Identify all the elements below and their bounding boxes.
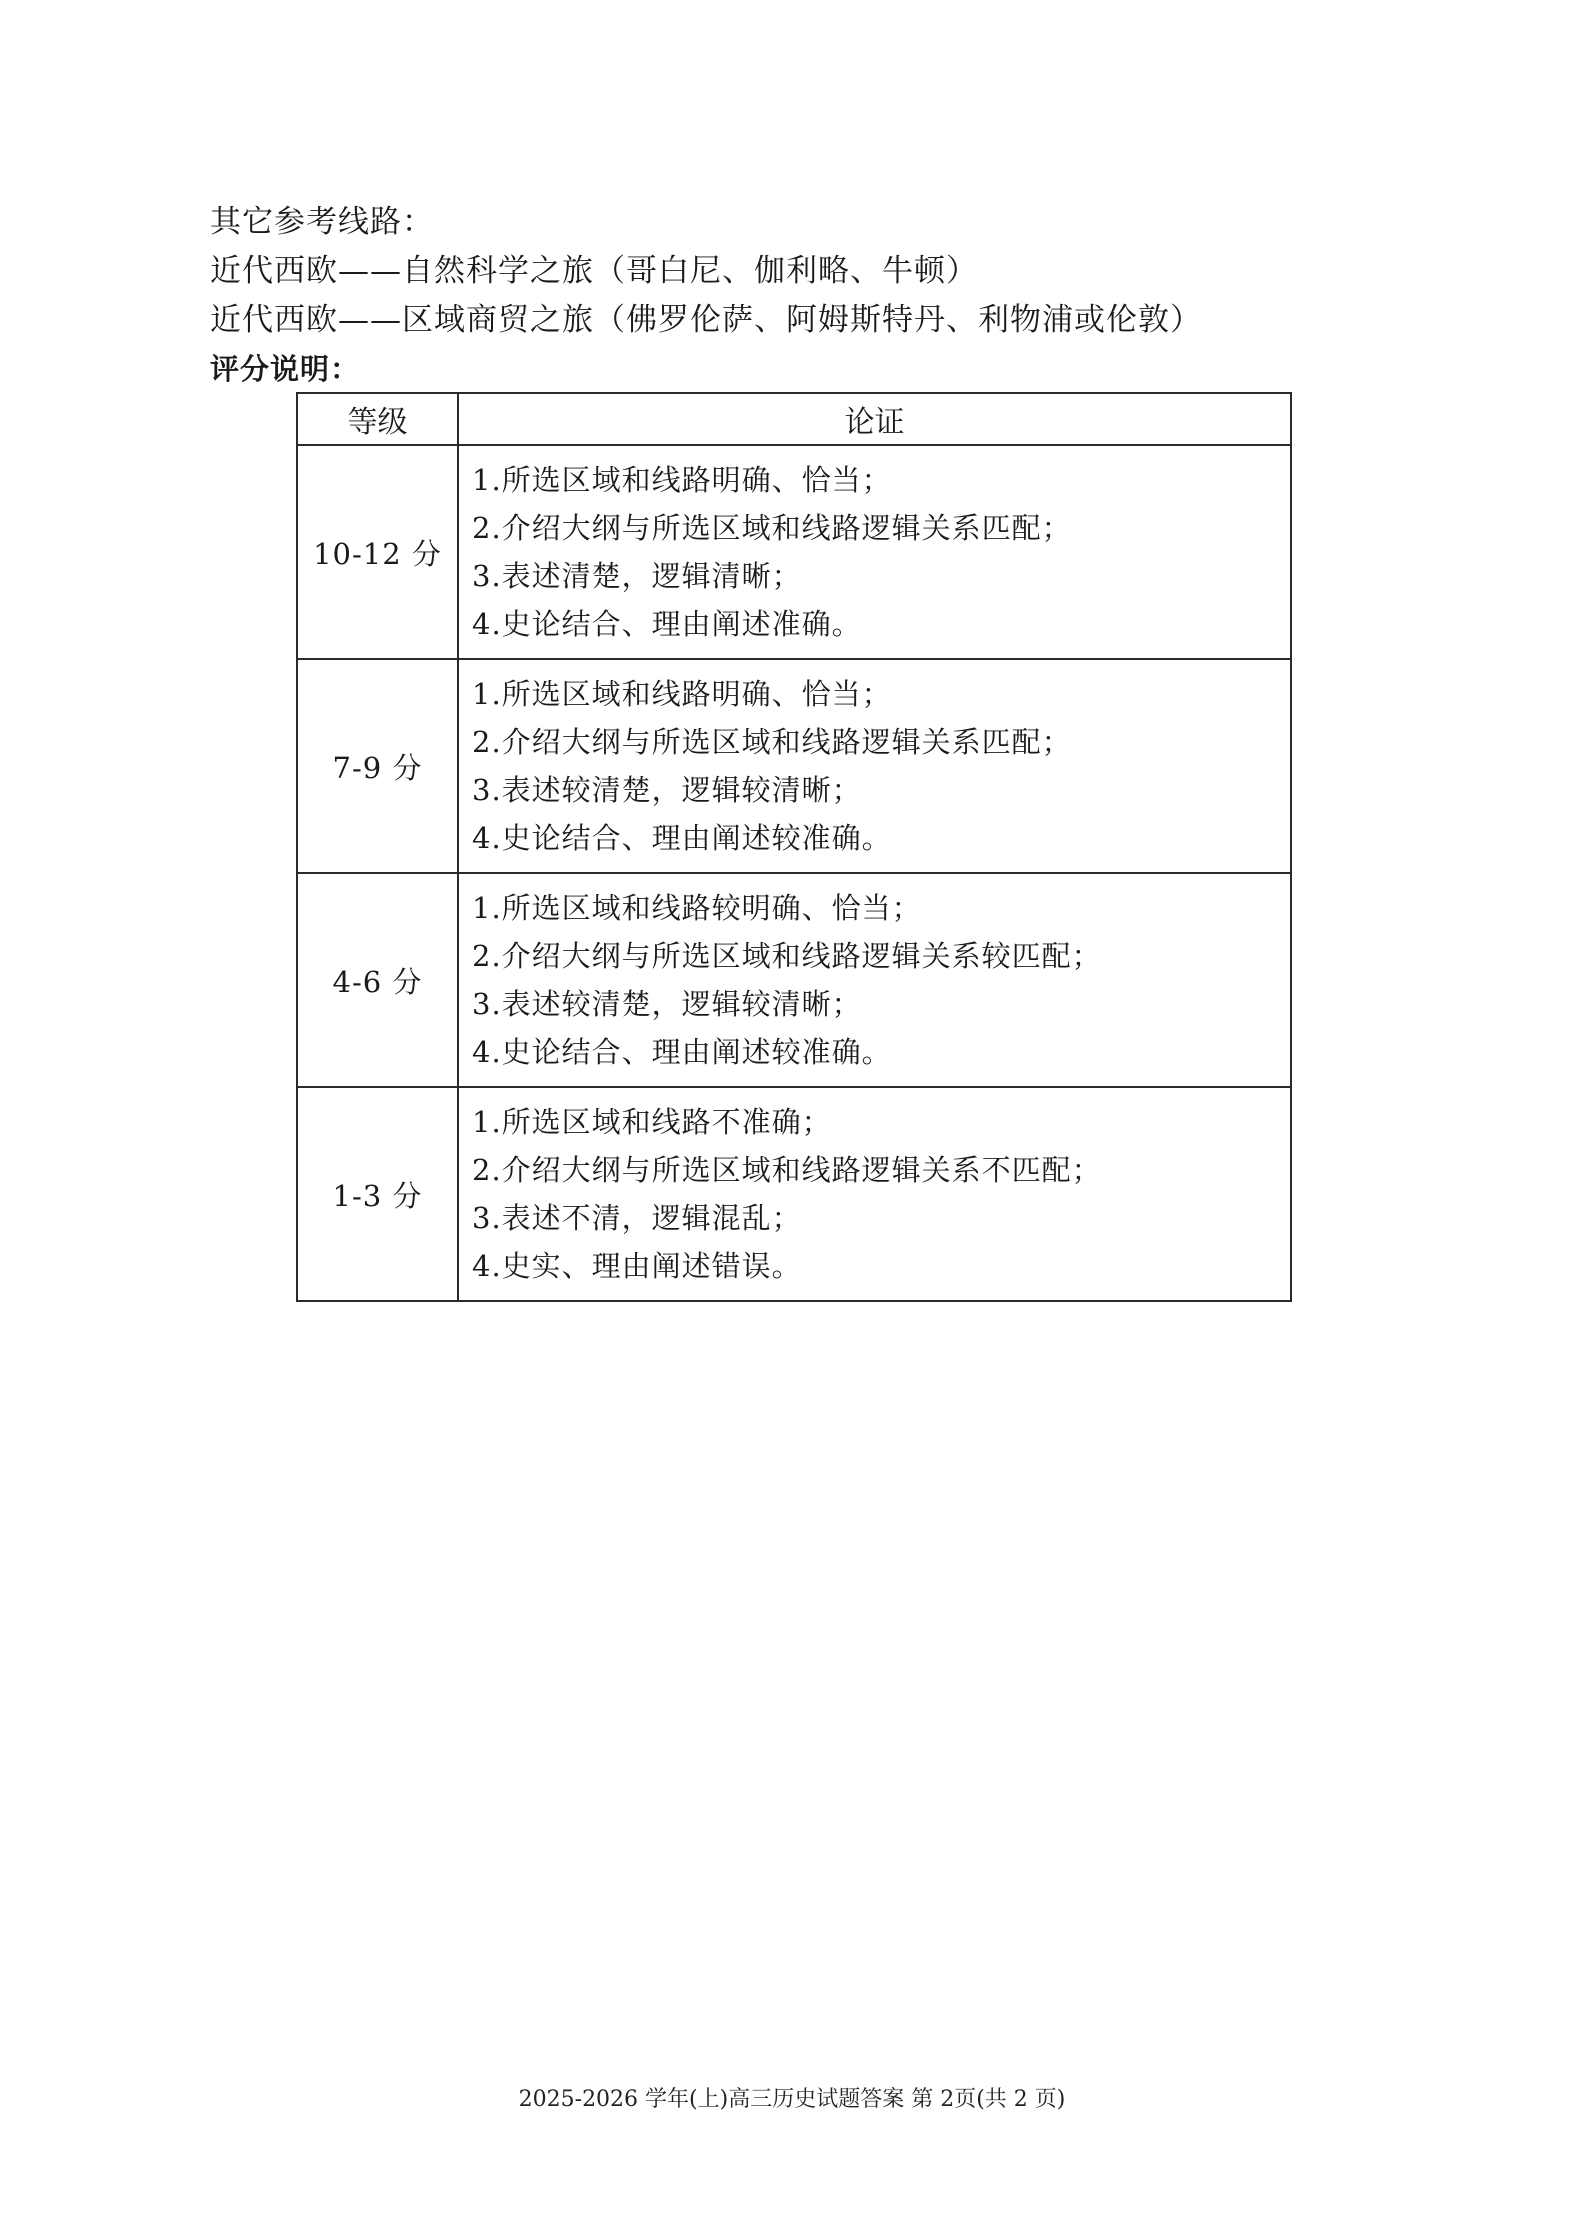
reference-routes-label: 其它参考线路： <box>210 204 434 240</box>
route-natural-science: 近代西欧——自然科学之旅（哥白尼、伽利略、牛顿） <box>210 253 978 289</box>
level-cell: 1-3 分 <box>297 1087 458 1301</box>
header-level: 等级 <box>297 393 458 445</box>
answer-intro <box>210 198 1410 394</box>
scoring-notes-heading: 评分说明： <box>210 352 361 386</box>
criterion-item: 3.表述较清楚，逻辑较清晰； <box>472 773 862 807</box>
level-cell: 4-6 分 <box>297 873 458 1087</box>
table-row <box>297 873 1291 1087</box>
criterion-item: 3.表述较清楚，逻辑较清晰； <box>472 987 862 1021</box>
criterion-item: 1.所选区域和线路明确、恰当； <box>472 677 892 711</box>
route-regional-trade: 近代西欧——区域商贸之旅（佛罗伦萨、阿姆斯特丹、利物浦或伦敦） <box>210 302 1202 338</box>
criterion-item: 3.表述清楚，逻辑清晰； <box>472 559 802 593</box>
criterion-item: 2.介绍大纲与所选区域和线路逻辑关系匹配； <box>472 511 1072 545</box>
criterion-item: 4.史论结合、理由阐述较准确。 <box>472 1035 892 1069</box>
criteria-cell <box>458 659 1291 873</box>
table-header-row <box>297 393 1291 445</box>
criterion-item: 3.表述不清，逻辑混乱； <box>472 1201 802 1235</box>
criterion-item: 2.介绍大纲与所选区域和线路逻辑关系较匹配； <box>472 939 1102 973</box>
criterion-item: 1.所选区域和线路较明确、恰当； <box>472 891 922 925</box>
criterion-item: 2.介绍大纲与所选区域和线路逻辑关系匹配； <box>472 725 1072 759</box>
criterion-item: 1.所选区域和线路不准确； <box>472 1105 832 1139</box>
grading-table <box>296 392 1292 1302</box>
table-row <box>297 659 1291 873</box>
criteria-cell <box>458 1087 1291 1301</box>
criteria-cell <box>458 873 1291 1087</box>
criteria-cell <box>458 445 1291 659</box>
level-cell: 7-9 分 <box>297 659 458 873</box>
criterion-item: 2.介绍大纲与所选区域和线路逻辑关系不匹配； <box>472 1153 1102 1187</box>
page-footer: 2025-2026 学年(上)高三历史试题答案 第 2页(共 2 页) <box>518 2087 1066 2112</box>
header-argument: 论证 <box>458 393 1291 445</box>
criterion-item: 4.史论结合、理由阐述较准确。 <box>472 821 892 855</box>
criterion-item: 4.史实、理由阐述错误。 <box>472 1249 802 1283</box>
table-row <box>297 445 1291 659</box>
criterion-item: 1.所选区域和线路明确、恰当； <box>472 463 892 497</box>
criterion-item: 4.史论结合、理由阐述准确。 <box>472 607 862 641</box>
table-row <box>297 1087 1291 1301</box>
level-cell: 10-12 分 <box>297 445 458 659</box>
